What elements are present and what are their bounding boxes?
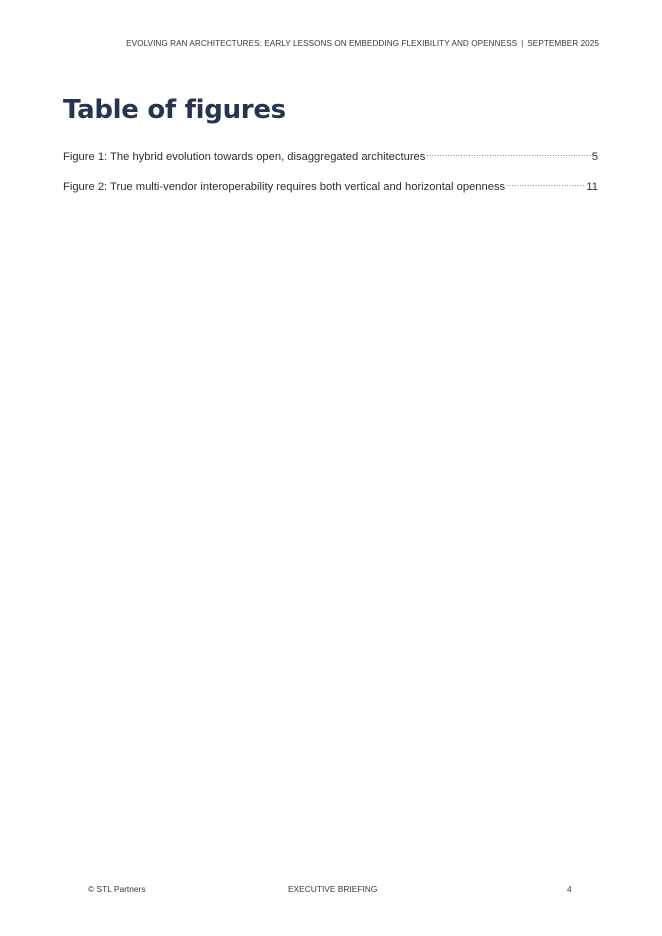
page-footer <box>0 884 662 896</box>
toc-entry-figure-2[interactable] <box>63 174 598 193</box>
toc-entry-page[interactable]: 11 <box>586 181 598 193</box>
toc-entry-label[interactable]: Figure 1: The hybrid evolution towards open, disaggregated architectures <box>63 151 426 163</box>
toc-entry-label[interactable]: Figure 2: True multi-vendor interoperability requires both vertical and horizontal openness <box>63 181 506 193</box>
page-title: Table of figures <box>63 95 286 125</box>
toc-entry-page[interactable]: 5 <box>591 151 598 163</box>
table-of-figures <box>63 144 598 204</box>
footer-page-number: 4 <box>567 884 572 894</box>
report-date: SEPTEMBER 2025 <box>527 39 599 48</box>
report-title: EVOLVING RAN ARCHITECTURES: EARLY LESSONS ON EMBEDDING FLEXIBILITY AND OPENNESS <box>126 39 518 48</box>
header-separator: | <box>521 39 524 48</box>
footer-copyright: © STL Partners <box>88 884 146 894</box>
dot-leader <box>506 174 585 190</box>
footer-doc-type: EXECUTIVE BRIEFING <box>288 884 378 894</box>
toc-entry-figure-1[interactable] <box>63 144 598 163</box>
running-header <box>60 39 599 48</box>
dot-leader <box>426 144 590 160</box>
